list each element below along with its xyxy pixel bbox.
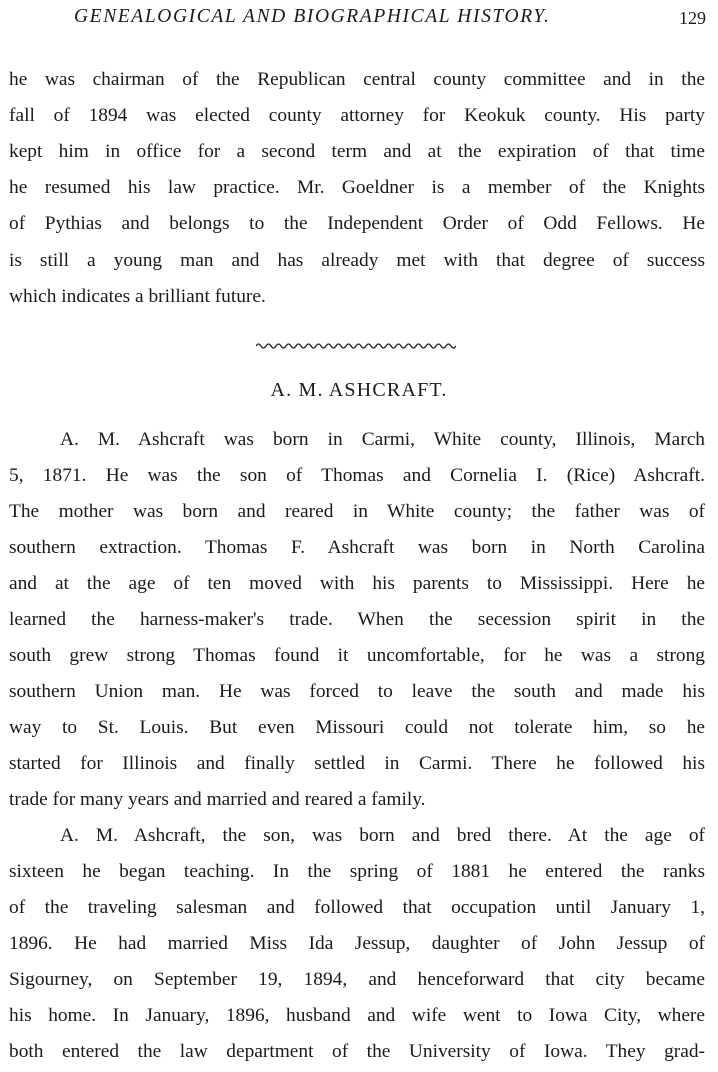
text-line: 1896. He had married Miss Ida Jessup, daughter of John Jessup of — [9, 933, 705, 954]
text-line: south grew strong Thomas found it uncomfortable, for he was a strong — [9, 645, 705, 666]
text-line: way to St. Louis. But even Missouri could not tolerate him, so he — [9, 717, 705, 738]
text-line: Sigourney, on September 19, 1894, and henceforward that city became — [9, 969, 705, 990]
text-line: both entered the law department of the University of Iowa. They grad- — [9, 1041, 705, 1062]
text-line: is still a young man and has already met with that degree of success — [9, 250, 705, 271]
text-line: southern Union man. He was forced to leave the south and made his — [9, 681, 705, 702]
running-head — [0, 6, 718, 36]
text-line: The mother was born and reared in White county; the father was of — [9, 501, 705, 522]
text-line: fall of 1894 was elected county attorney for Keokuk county. His party — [9, 105, 705, 126]
text-line: learned the harness-maker's trade. When the secession spirit in the — [9, 609, 705, 630]
text-line: 5, 1871. He was the son of Thomas and Cornelia I. (Rice) Ashcraft. — [9, 465, 705, 486]
running-title: GENEALOGICAL AND BIOGRAPHICAL HISTORY. — [74, 6, 551, 27]
text-line: A. M. Ashcraft was born in Carmi, White county, Illinois, March — [60, 429, 705, 450]
page-number: 129 — [679, 8, 706, 28]
text-line: he was chairman of the Republican central county committee and in the — [9, 69, 705, 90]
section-heading: A. M. ASHCRAFT. — [270, 379, 448, 401]
text-line: which indicates a brilliant future. — [9, 286, 266, 307]
text-line: of the traveling salesman and followed that occupation until January 1, — [9, 897, 705, 918]
text-line: started for Illinois and finally settled in Carmi. There he followed his — [9, 753, 705, 774]
text-line: A. M. Ashcraft, the son, was born and bred there. At the age of — [60, 825, 705, 846]
text-line: trade for many years and married and reared a family. — [9, 789, 426, 810]
wavy-rule-ornament — [256, 341, 456, 351]
text-line: kept him in office for a second term and at the expiration of that time — [9, 141, 705, 162]
text-line: his home. In January, 1896, husband and wife went to Iowa City, where — [9, 1005, 705, 1026]
text-line: southern extraction. Thomas F. Ashcraft was born in North Carolina — [9, 537, 705, 558]
text-line: he resumed his law practice. Mr. Goeldner is a member of the Knights — [9, 177, 705, 198]
text-line: of Pythias and belongs to the Independent Order of Odd Fellows. He — [9, 213, 705, 234]
text-line: and at the age of ten moved with his parents to Mississippi. Here he — [9, 573, 705, 594]
text-line: sixteen he began teaching. In the spring of 1881 he entered the ranks — [9, 861, 705, 882]
